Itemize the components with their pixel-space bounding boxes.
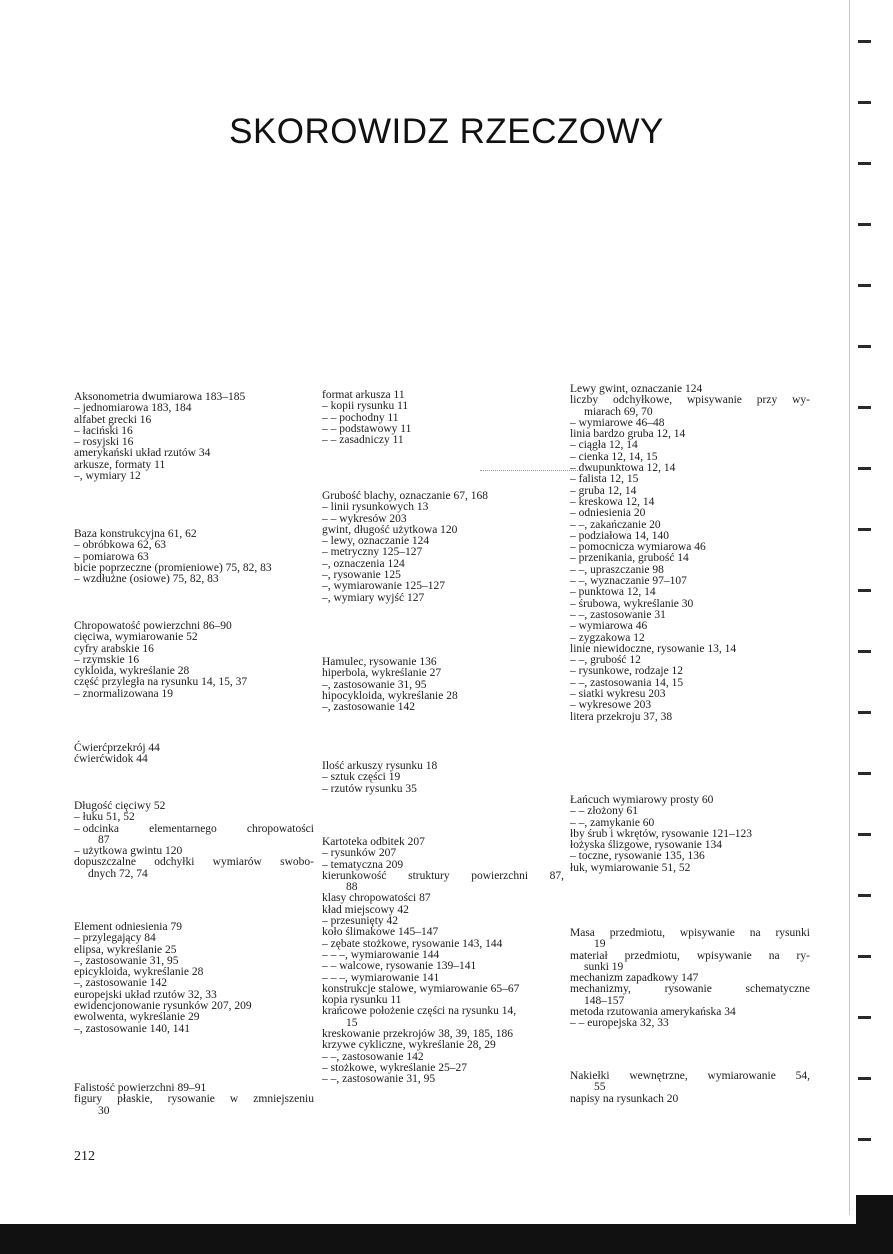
index-entry: – – walcowe, rysowanie 139–141 [322, 960, 477, 973]
index-entry-continuation: 148–157 [584, 994, 625, 1007]
index-entry-word: wpisywanie [679, 927, 735, 939]
index-entry: –, zastosowanie 142 [322, 701, 415, 714]
index-entry: alfabet grecki 16 [74, 413, 152, 426]
index-entry: – – wykresów 203 [322, 512, 407, 525]
page-title: SKOROWIDZ RZECZOWY [229, 112, 664, 151]
index-entry: – metryczny 125–127 [322, 546, 423, 559]
index-entry: – –, grubość 12 [570, 654, 641, 667]
binding-mark [858, 650, 871, 653]
index-entry: – –, zamykanie 60 [570, 816, 655, 829]
index-group [322, 390, 564, 446]
index-entry: Baza konstrukcyjna 61, 62 [74, 528, 197, 540]
index-entry: – wykresowe 203 [570, 699, 652, 712]
index-group [570, 928, 810, 1030]
index-entry-word: zmniejszeniu [253, 1093, 314, 1106]
index-entry-word: odchyłki [154, 856, 195, 869]
index-entry: Aksonometria dwumiarowa 183–185 [74, 391, 246, 403]
binding-mark [858, 711, 871, 714]
index-entry: – jednomiarowa 183, 184 [74, 402, 192, 415]
index-entry: – punktowa 12, 14 [570, 586, 656, 599]
index-entry: epicykloida, wykreślanie 28 [74, 966, 204, 979]
index-entry: – kreskowa 12, 14 [570, 495, 655, 508]
binding-mark [858, 772, 871, 775]
binding-mark [858, 284, 871, 287]
index-entry-word: Nakiełki [570, 1070, 610, 1082]
index-group [74, 801, 314, 880]
binding-mark [858, 1077, 871, 1080]
index-group [570, 384, 810, 723]
index-entry-word: – odcinka [74, 822, 120, 835]
index-entry: – siatki wykresu 203 [570, 688, 666, 701]
index-entry-continuation: dnych 72, 74 [88, 867, 148, 880]
index-entry: –, rysowanie 125 [322, 569, 401, 582]
index-entry-word: wymiarów [212, 856, 262, 869]
index-entry: –, oznaczenia 124 [322, 557, 405, 570]
index-group [322, 657, 564, 713]
index-entry: amerykański układ rzutów 34 [74, 447, 211, 460]
index-entry: klasy chropowatości 87 [322, 892, 431, 905]
index-entry [570, 928, 810, 939]
index-entry-word: kierunkowość [322, 869, 387, 882]
index-entry: napisy na rysunkach 20 [570, 1092, 679, 1105]
scan-shadow-bottom [0, 1224, 893, 1254]
index-entry-continuation: miarach 69, 70 [584, 405, 653, 418]
index-entry: łożyska ślizgowe, rysowanie 134 [570, 839, 723, 852]
index-group [322, 837, 564, 1086]
index-entry: krańcowe położenie części na rysunku 14, [322, 1005, 517, 1018]
index-entry-word: elementarnego [149, 822, 217, 835]
index-entry: –, zastosowanie 142 [74, 977, 167, 990]
index-entry-word: schematyczne [745, 983, 810, 996]
index-entry-word: powierzchni [471, 869, 529, 882]
index-entry-word: dopuszczalne [74, 856, 136, 869]
index-entry: litera przekroju 37, 38 [570, 710, 673, 723]
binding-mark [858, 406, 871, 409]
index-entry-word: rysowanie [664, 983, 712, 996]
index-entry: – zygzakowa 12 [570, 631, 645, 644]
index-entry: – – zasadniczy 11 [322, 434, 404, 447]
index-entry: – przenikania, grubość 14 [570, 552, 689, 565]
index-entry-word: na [768, 949, 780, 962]
index-entry-continuation: 88 [346, 881, 358, 894]
index-entry: ewolwenta, wykreślanie 29 [74, 1011, 200, 1024]
index-entry: – – –, wymiarowanie 144 [322, 948, 440, 961]
index-entry: – –, zakańczanie 20 [570, 518, 661, 531]
index-entry: – –, upraszczanie 98 [570, 563, 664, 576]
index-group [74, 743, 314, 766]
index-entry-word: przedmiotu, [609, 927, 666, 939]
index-entry [74, 824, 314, 835]
index-entry: kreskowanie przekrojów 38, 39, 185, 186 [322, 1028, 513, 1041]
binding-mark [858, 894, 871, 897]
binding-mark [858, 223, 871, 226]
index-entry-word: odchyłkowe, [612, 394, 673, 407]
index-entry: elipsa, wykreślanie 25 [74, 943, 177, 956]
index-entry: Lewy gwint, oznaczanie 124 [570, 383, 703, 395]
index-entry: Hamulec, rysowanie 136 [322, 656, 437, 668]
index-entry [570, 395, 810, 406]
index-entry: – – europejska 32, 33 [570, 1017, 669, 1030]
index-entry: metoda rzutowania amerykańska 34 [570, 1006, 736, 1019]
index-entry: – stożkowe, wykreślanie 25–27 [322, 1061, 467, 1074]
index-entry: cyfry arabskie 16 [74, 642, 154, 655]
page-number: 212 [74, 1149, 95, 1164]
index-entry-continuation: 15 [346, 1016, 358, 1029]
index-entry-word: rysunki [775, 927, 810, 939]
index-entry: kopia rysunku 11 [322, 994, 402, 1007]
index-entry: – rzymskie 16 [74, 653, 140, 666]
index-entry-word: w [229, 1093, 239, 1106]
index-entry-word: materiał [570, 949, 608, 962]
index-entry: – pomiarowa 63 [74, 550, 149, 563]
index-entry-continuation: 55 [594, 1081, 606, 1094]
index-entry: – – pochodny 11 [322, 411, 399, 424]
index-group [322, 491, 564, 604]
index-entry: –, zastosowanie 31, 95 [322, 678, 427, 691]
index-entry: –, zastosowanie 140, 141 [74, 1022, 190, 1035]
index-entry: – – –, wymiarowanie 141 [322, 971, 440, 984]
index-group [74, 922, 314, 1035]
index-entry: kład miejscowy 42 [322, 903, 409, 916]
index-entry: – znormalizowana 19 [74, 687, 173, 700]
index-entry: Falistość powierzchni 89–91 [74, 1082, 207, 1094]
index-entry: hiperbola, wykreślanie 27 [322, 667, 442, 680]
index-entry: konstrukcje stalowe, wymiarowanie 65–67 [322, 982, 520, 995]
index-entry: –, zastosowanie 31, 95 [74, 954, 179, 967]
index-entry: arkusze, formaty 11 [74, 458, 166, 471]
index-entry: – lewy, oznaczanie 124 [322, 535, 430, 548]
binding-mark [858, 1016, 871, 1019]
index-entry-word: wy- [792, 394, 810, 407]
index-entry: – pomocnicza wymiarowa 46 [570, 541, 706, 554]
scan-shadow-corner [856, 1195, 893, 1225]
index-entry: Chropowatość powierzchni 86–90 [74, 620, 232, 632]
index-entry: –, wymiary 12 [74, 470, 141, 483]
index-entry: Długość cięciwy 52 [74, 800, 166, 812]
index-entry: Ćwierćprzekrój 44 [74, 742, 160, 754]
index-entry: – rysunkowe, rodzaje 12 [570, 665, 684, 678]
index-entry: część przyległa na rysunku 14, 15, 37 [74, 676, 248, 689]
index-entry: linia bardzo gruba 12, 14 [570, 428, 686, 441]
index-entry-continuation: 19 [594, 938, 606, 951]
binding-mark [858, 101, 871, 104]
page-edge-line [849, 0, 850, 1215]
index-entry: koło ślimakowe 145–147 [322, 926, 439, 939]
index-entry: ewidencjonowanie rysunków 207, 209 [74, 1000, 252, 1013]
index-entry [322, 871, 564, 882]
scan-artifact-dots [480, 470, 620, 472]
index-entry: łuk, wymiarowanie 51, 52 [570, 861, 691, 874]
index-entry: – łuku 51, 52 [74, 811, 135, 824]
index-entry-word: figury [74, 1093, 103, 1106]
index-entry: – obróbkowa 62, 63 [74, 539, 166, 552]
index-entry: – przylegający 84 [74, 932, 156, 945]
index-entry: ćwierćwidok 44 [74, 753, 148, 766]
index-entry-word: 87, [549, 869, 564, 882]
index-entry: hipocykloida, wykreślanie 28 [322, 689, 458, 702]
index-group [74, 621, 314, 700]
index-entry: Grubość blachy, oznaczanie 67, 168 [322, 490, 488, 502]
index-entry-word: 54, [795, 1070, 810, 1082]
index-entry-word: chropowatości [246, 822, 314, 835]
index-entry: – dwupunktowa 12, 14 [570, 462, 676, 475]
index-entry: krzywe cykliczne, wykreślanie 28, 29 [322, 1039, 496, 1052]
index-entry: – wymiarowa 46 [570, 620, 648, 633]
index-entry-word: wpisywanie [686, 394, 742, 407]
index-entry-word: mechanizmy, [570, 983, 631, 996]
index-entry: – użytkowa gwintu 120 [74, 845, 183, 858]
index-entry-continuation: 30 [98, 1104, 110, 1117]
binding-mark [858, 528, 871, 531]
index-group [74, 392, 314, 482]
index-entry: – gruba 12, 14 [570, 484, 637, 497]
index-entry: mechanizm zapadkowy 147 [570, 972, 699, 985]
index-entry-continuation: sunki 19 [584, 960, 624, 973]
index-entry: – zębate stożkowe, rysowanie 143, 144 [322, 937, 503, 950]
index-entry: – wzdłużne (osiowe) 75, 82, 83 [74, 573, 219, 586]
binding-mark [858, 589, 871, 592]
index-entry: – –, zastosowanie 31 [570, 608, 666, 621]
index-entry-word: ry- [796, 949, 810, 962]
index-entry: linie niewidoczne, rysowanie 13, 14 [570, 642, 737, 655]
binding-mark [858, 833, 871, 836]
index-entry-word: wewnętrzne, [629, 1070, 688, 1082]
binding-mark [858, 162, 871, 165]
index-entry: bicie poprzeczne (promieniowe) 75, 82, 83 [74, 561, 272, 574]
index-entry-word: rysowanie [167, 1093, 215, 1106]
index-group [74, 1083, 314, 1117]
index-entry: – rysunków 207 [322, 847, 397, 860]
index-entry-word: na [749, 927, 761, 939]
index-entry-word: struktury [408, 869, 450, 882]
index-entry: cięciwa, wymiarowanie 52 [74, 631, 198, 644]
index-entry: – –, zastosowanie 31, 95 [322, 1073, 436, 1086]
index-entry-word: Masa [570, 927, 595, 939]
index-entry: – sztuk części 19 [322, 771, 401, 784]
index-group [570, 1071, 810, 1105]
index-entry-word: przedmiotu, [624, 949, 680, 962]
index-entry: – rzutów rysunku 35 [322, 782, 417, 795]
index-entry: gwint, długość użytkowa 120 [322, 523, 458, 536]
index-entry: – – podstawowy 11 [322, 422, 412, 435]
binding-mark [858, 955, 871, 958]
index-entry-word: przy [756, 394, 778, 407]
index-group [570, 795, 810, 874]
index-entry: – – złożony 61 [570, 805, 639, 818]
index-group [74, 529, 314, 585]
index-entry [74, 1094, 314, 1105]
index-entry: format arkusza 11 [322, 389, 405, 401]
binding-mark [858, 40, 871, 43]
index-entry: – odniesienia 20 [570, 507, 646, 520]
index-entry-word: swobo- [280, 856, 314, 869]
index-entry: – przesunięty 42 [322, 915, 399, 928]
index-entry: – toczne, rysowanie 135, 136 [570, 850, 705, 863]
index-entry: – falista 12, 15 [570, 473, 639, 486]
index-entry: – ciągła 12, 14 [570, 439, 638, 452]
index-group [322, 761, 564, 795]
index-entry: – linii rysunkowych 13 [322, 501, 429, 514]
index-entry-word: wymiarowanie [707, 1070, 776, 1082]
index-entry: Łańcuch wymiarowy prosty 60 [570, 794, 714, 806]
index-entry: cykloida, wykreślanie 28 [74, 665, 190, 678]
index-entry: – łaciński 16 [74, 424, 133, 437]
index-entry: –, wymiarowanie 125–127 [322, 580, 445, 593]
index-entry-word: wpisywanie [696, 949, 752, 962]
index-entry: – podziałowa 14, 140 [570, 529, 670, 542]
index-entry: Ilość arkuszy rysunku 18 [322, 760, 438, 772]
index-entry: – rosyjski 16 [74, 436, 134, 449]
index-entry: – kopii rysunku 11 [322, 400, 409, 413]
index-entry: – śrubowa, wykreślanie 30 [570, 597, 694, 610]
index-entry: – wymiarowe 46–48 [570, 416, 665, 429]
index-entry: – –, wyznaczanie 97–107 [570, 575, 687, 588]
index-entry: łby śrub i wkrętów, rysowanie 121–123 [570, 827, 752, 840]
index-entry: Kartoteka odbitek 207 [322, 836, 425, 848]
binding-mark [858, 345, 871, 348]
index-entry-word: liczby [570, 394, 599, 407]
index-entry: Element odniesienia 79 [74, 921, 182, 933]
index-entry: – tematyczna 209 [322, 858, 404, 871]
index-entry: – –, zastosowania 14, 15 [570, 676, 684, 689]
index-entry: – –, zastosowanie 142 [322, 1050, 424, 1063]
index-entry [570, 1071, 810, 1082]
index-entry: – cienka 12, 14, 15 [570, 450, 658, 463]
index-entry: –, wymiary wyjść 127 [322, 591, 425, 604]
index-entry-continuation: 87 [98, 833, 110, 846]
binding-mark [858, 467, 871, 470]
index-entry: europejski układ rzutów 32, 33 [74, 988, 217, 1001]
index-entry-word: płaskie, [117, 1093, 153, 1106]
binding-mark [858, 1138, 871, 1141]
